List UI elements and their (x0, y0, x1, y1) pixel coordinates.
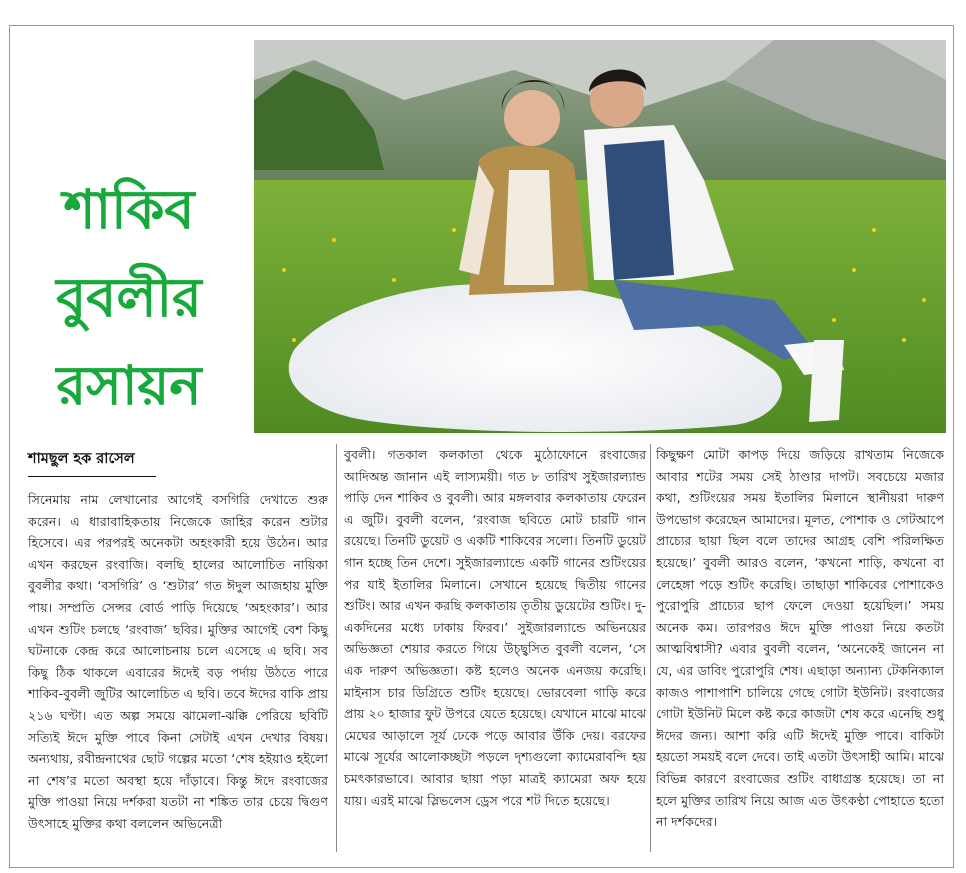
article-column-2: বুবলী। গতকাল কলকাতা থেকে মুঠোফোনে রংবাজের আদিঅন্ত জানান এই লাস্যময়ী। গত ৮ তারিখ সুইজারল্যান্ড পাড়ি দেন শাকিব ও বুবলী। আর মঙ্গলবার কলকাতায় ফেরেন এ জুটি। বুবলী বলেন, ‘রংবাজ ছবিতে মোট চারটি গান রয়েছে। তিনটি ডুয়েট ও একটি শাকিবের সলো। তিনটি ডুয়েট গান হচ্ছে তিন দেশে। সুইজারল্যান্ডে একটি গানের শুটিংয়ের পর যাই ইতালির মিলানে। সেখানে হয়েছে দ্বিতীয় গানের শুটিং। আর এখন করছি কলকাতায় তৃতীয় ডুয়েটের শুটিং। দু-একদিনের মধ্যে ঢাকায় ফিরব।’ সুইজারল্যান্ডে অভিনয়ের অভিজ্ঞতা শেয়ার করতে গিয়ে উচ্ছ্বসিত বুবলী বলেন, ‘সে এক দারুণ অভিজ্ঞতা। কষ্ট হলেও অনেক এনজয় করেছি। মাইনাস চার ডিগ্রিতে শুটিং হয়েছে। ভোরবেলা গাড়ি করে প্রায় ২০ হাজার ফুট উপরে যেতে হয়েছে। যেখানে মাঝে মাঝে মেঘের আড়ালে সূর্য ঢেকে পড়ে আবার উঁকি দেয়। বরফের মাঝে সূর্যের আলোকচ্ছটা পড়লে দৃশ্যগুলো ক্যামেরাবন্দি হয় চমৎকারভাবে। আবার ছায়া পড়া মাত্রই ক্যামেরা অফ হয়ে যায়। এরই মাঝে স্লিভলেস ড্রেস পরে শট দিতে হয়েছে। (344, 447, 646, 808)
article-column-3: কিছুক্ষণ মোটা কাপড় দিয়ে জড়িয়ে রাখতাম নিজেকে আবার শটের সময় সেই ঠাণ্ডার দাপট। সবচেয়ে মজার কথা, শুটিংয়ের সময় ইতালির মিলানে স্থানীয়রা দারুণ উপভোগ করেছেন আমাদের। মূলত, পোশাক ও গেটআপে প্রাচ্যের ছায়া ছিল বলে তাদের আগ্রহ বেশি পরিলক্ষিত হয়েছে।’ বুবলী আরও বলেন, ‘কখনো শাড়ি, কখনো বা লেহেঙ্গা পড়ে শুটিং করেছি। তাছাড়া শাকিবের পোশাকেও পুরোপুরি প্রাচ্যের ছাপ ফেলে দেওয়া হয়েছিল।’ সময় অনেক কম। তারপরও ঈদে মুক্তি পাওয়া নিয়ে কতটা আত্মবিশ্বাসী? এবার বুবলী বলেন, ‘অনেকেই জানেন না যে, এর ডাবিং পুরোপুরি শেষ। এছাড়া অন্যান্য টেকনিক্যাল কাজও পাশাপাশি চালিয়ে গেছে গোটা ইউনিট। রংবাজের গোটা ইউনিট মিলে কষ্ট করে কাজটা শেষ করে এনেছি শুধু ঈদের জন্য। আশা করি এটি ঈদেই মুক্তি পাবে। বাকিটা হয়তো সময়ই বলে দেবে। তাই এতটা উৎসাহী আমি। মাঝে বিভিন্ন কারণে রংবাজের শুটিং বাধাগ্রস্ত হয়েছে। তা না হলে মুক্তির তারিখ নিয়ে আজ এত উৎকণ্ঠা পোহাতে হতো না দর্শকদের। (656, 447, 944, 830)
headline-line-1: শাকিব (63, 178, 195, 242)
couple-photo-icon (254, 40, 946, 433)
author-byline: শামছুল হক রাসেল (28, 448, 156, 477)
headline (14, 166, 244, 430)
headline-line-2: বুবলীর (56, 266, 202, 330)
column-divider (650, 444, 651, 852)
column-divider (336, 444, 337, 852)
article-column-1: সিনেমায় নাম লেখানোর আগেই বসগিরি দেখাতে শুরু করেন। এ ধারাবাহিকতায় নিজেকে জাহির করেন শুটার হিসেবে। এর পরপরই অনেকটা অহংকারী হয়ে উঠেন। আর এখন করছেন রংবাজি। বলছি হালের আলোচিত নায়িকা বুবলীর কথা। ‘বসগিরি’ ও ‘শুটার’ গত ঈদুল আজহায় মুক্তি পায়। সম্প্রতি সেন্সর বোর্ড পাড়ি দিয়েছে ‘অহংকার’। আর এখন শুটিং চলছে ‘রংবাজ’ ছবির। মুক্তির আগেই বেশ কিছু ঘটনাকে কেন্দ্র করে আলোচনায় চলে এসেছে এ ছবি। সব কিছু ঠিক থাকলে এবারের ঈদেই বড় পর্দায় উঠতে পারে শাকিব-বুবলী জুটির আলোচিত এ ছবি। তবে ঈদের বাকি প্রায় ২১৬ ঘণ্টা। এত অল্প সময়ে ঝামেলা-ঝক্কি পেরিয়ে ছবিটি সত্যিই ঈদে মুক্তি পাবে কিনা সেটাই এখন দেখার বিষয়। অন্যথায়, রবীন্দ্রনাথের ছোট গল্পের মতো ‘শেষ হইয়াও হইলো না শেষ’র মতো অবস্থা হয়ে দাঁড়াবে। কিন্তু ঈদে রংবাজের মুক্তি পাওয়া নিয়ে দর্শকরা যতটা না শঙ্কিত তার চেয়ে দ্বিগুণ উৎসাহে মুক্তির কথা বললেন অভিনেত্রী (28, 492, 328, 831)
headline-line-3: রসায়ন (56, 354, 202, 418)
